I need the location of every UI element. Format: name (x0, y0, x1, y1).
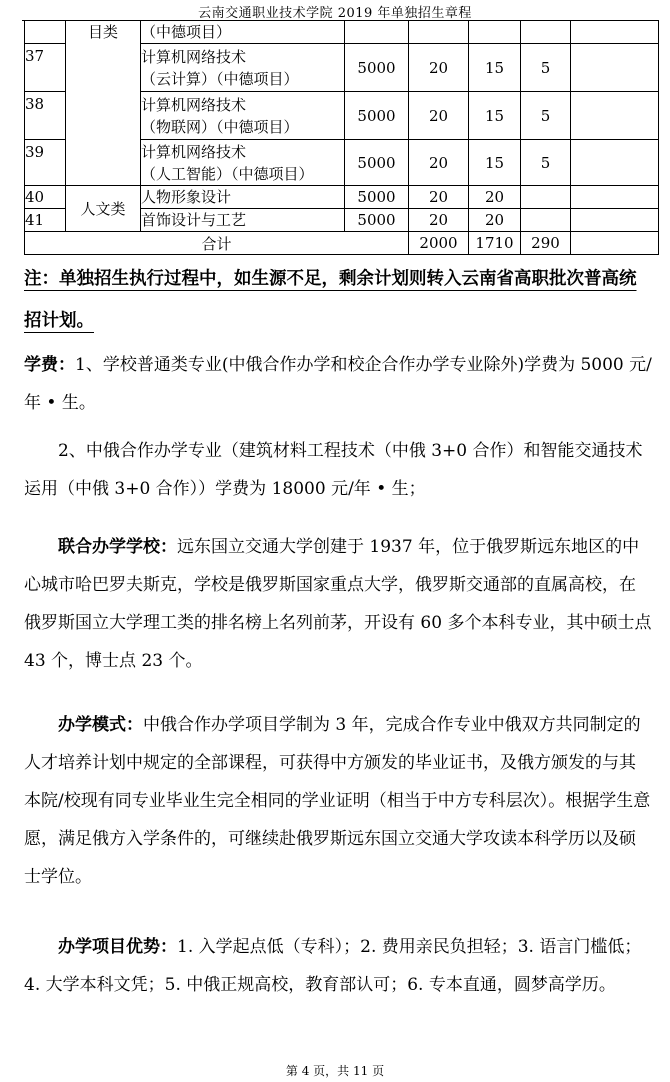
major-name-cell: （中德项目） (141, 21, 345, 44)
fees-paragraph-1 (24, 346, 652, 422)
count-a-cell: 15 (469, 140, 521, 186)
partner-label: 联合办学学校： (58, 537, 177, 557)
table-row (25, 186, 659, 209)
table-row (25, 21, 659, 44)
plan-cell: 20 (409, 186, 469, 209)
plan-cell: 20 (409, 209, 469, 232)
category-cell: 人文类 (66, 186, 141, 232)
fee-cell: 5000 (345, 209, 409, 232)
fee-cell: 5000 (345, 186, 409, 209)
partner-paragraph (24, 528, 652, 680)
total-count-a: 1710 (469, 232, 521, 255)
count-b-cell (521, 209, 571, 232)
no-cell: 39 (25, 140, 66, 186)
no-cell: 41 (25, 209, 66, 232)
fees-text-1: 1、学校普通类专业(中俄合作办学和校企合作办学专业除外)学费为 5000 元/年 • 生。 (24, 355, 652, 413)
no-cell: 40 (25, 186, 66, 209)
major-name-cell: 计算机网络技术 （云计算）（中德项目） (141, 44, 345, 92)
partner-text: 远东国立交通大学创建于 1937 年，位于俄罗斯远东地区的中心城市哈巴罗夫斯克，学校是俄罗斯国家重点大学，俄罗斯交通部的直属高校，在俄罗斯国立大学理工类的排名榜上名列前茅，开设有 60 多个本科专业，其中硕士点 43 个，博士点 23 个。 (24, 537, 652, 671)
no-cell (25, 21, 66, 44)
fees-paragraph-2 (24, 432, 652, 508)
note-paragraph (24, 258, 652, 342)
enrollment-plan-table (24, 20, 659, 255)
count-a-cell: 15 (469, 92, 521, 140)
major-name-cell: 计算机网络技术 （物联网）（中德项目） (141, 92, 345, 140)
fee-cell: 5000 (345, 92, 409, 140)
count-a-cell: 15 (469, 44, 521, 92)
plan-cell: 20 (409, 92, 469, 140)
major-name-cell: 首饰设计与工艺 (141, 209, 345, 232)
category-cell: 目类 (66, 21, 141, 186)
count-b-cell (521, 186, 571, 209)
fee-cell: 5000 (345, 44, 409, 92)
no-cell: 38 (25, 92, 66, 140)
mode-paragraph (24, 706, 652, 896)
count-a-cell: 20 (469, 186, 521, 209)
advantage-paragraph (24, 928, 652, 1004)
total-row (25, 232, 659, 255)
plan-cell: 20 (409, 140, 469, 186)
major-name-cell: 人物形象设计 (141, 186, 345, 209)
mode-label: 办学模式： (58, 715, 143, 735)
no-cell: 37 (25, 44, 66, 92)
fees-label: 学费： (24, 355, 75, 375)
count-b-cell: 5 (521, 140, 571, 186)
advantage-text: 1. 入学起点低（专科）；2. 费用亲民负担轻；3. 语言门槛低；4. 大学本科文凭；5. 中俄正规高校，教育部认可；6. 专本直通，圆梦高学历。 (24, 937, 642, 995)
count-b-cell: 5 (521, 44, 571, 92)
count-a-cell: 20 (469, 209, 521, 232)
page-footer: 第 4 页，共 11 页 (285, 1064, 385, 1078)
fees-text-2: 2、中俄合作办学专业（建筑材料工程技术（中俄 3+0 合作）和智能交通技术运用（中俄 3+0 合作））学费为 18000 元/年 • 生； (24, 441, 643, 499)
total-label: 合计 (25, 232, 409, 255)
total-count-b: 290 (521, 232, 571, 255)
page-header: 云南交通职业技术学院 2019 年单独招生章程 (198, 6, 472, 21)
note-text: 注：单独招生执行过程中，如生源不足，剩余计划则转入云南省高职批次普高统招计划。 (24, 269, 637, 331)
plan-cell: 20 (409, 44, 469, 92)
fee-cell: 5000 (345, 140, 409, 186)
count-b-cell: 5 (521, 92, 571, 140)
total-plan: 2000 (409, 232, 469, 255)
advantage-label: 办学项目优势： (58, 937, 177, 957)
mode-text: 中俄合作办学项目学制为 3 年，完成合作专业中俄双方共同制定的人才培养计划中规定的全部课程，可获得中方颁发的毕业证书，及俄方颁发的与其本院/校现有同专业毕业生完全相同的学业证明（相当于中方专科层次）。根据学生意愿，满足俄方入学条件的，可继续赴俄罗斯远东国立交通大学攻读本科学历以及硕士学位。 (24, 715, 651, 887)
major-name-cell: 计算机网络技术 （人工智能）（中德项目） (141, 140, 345, 186)
